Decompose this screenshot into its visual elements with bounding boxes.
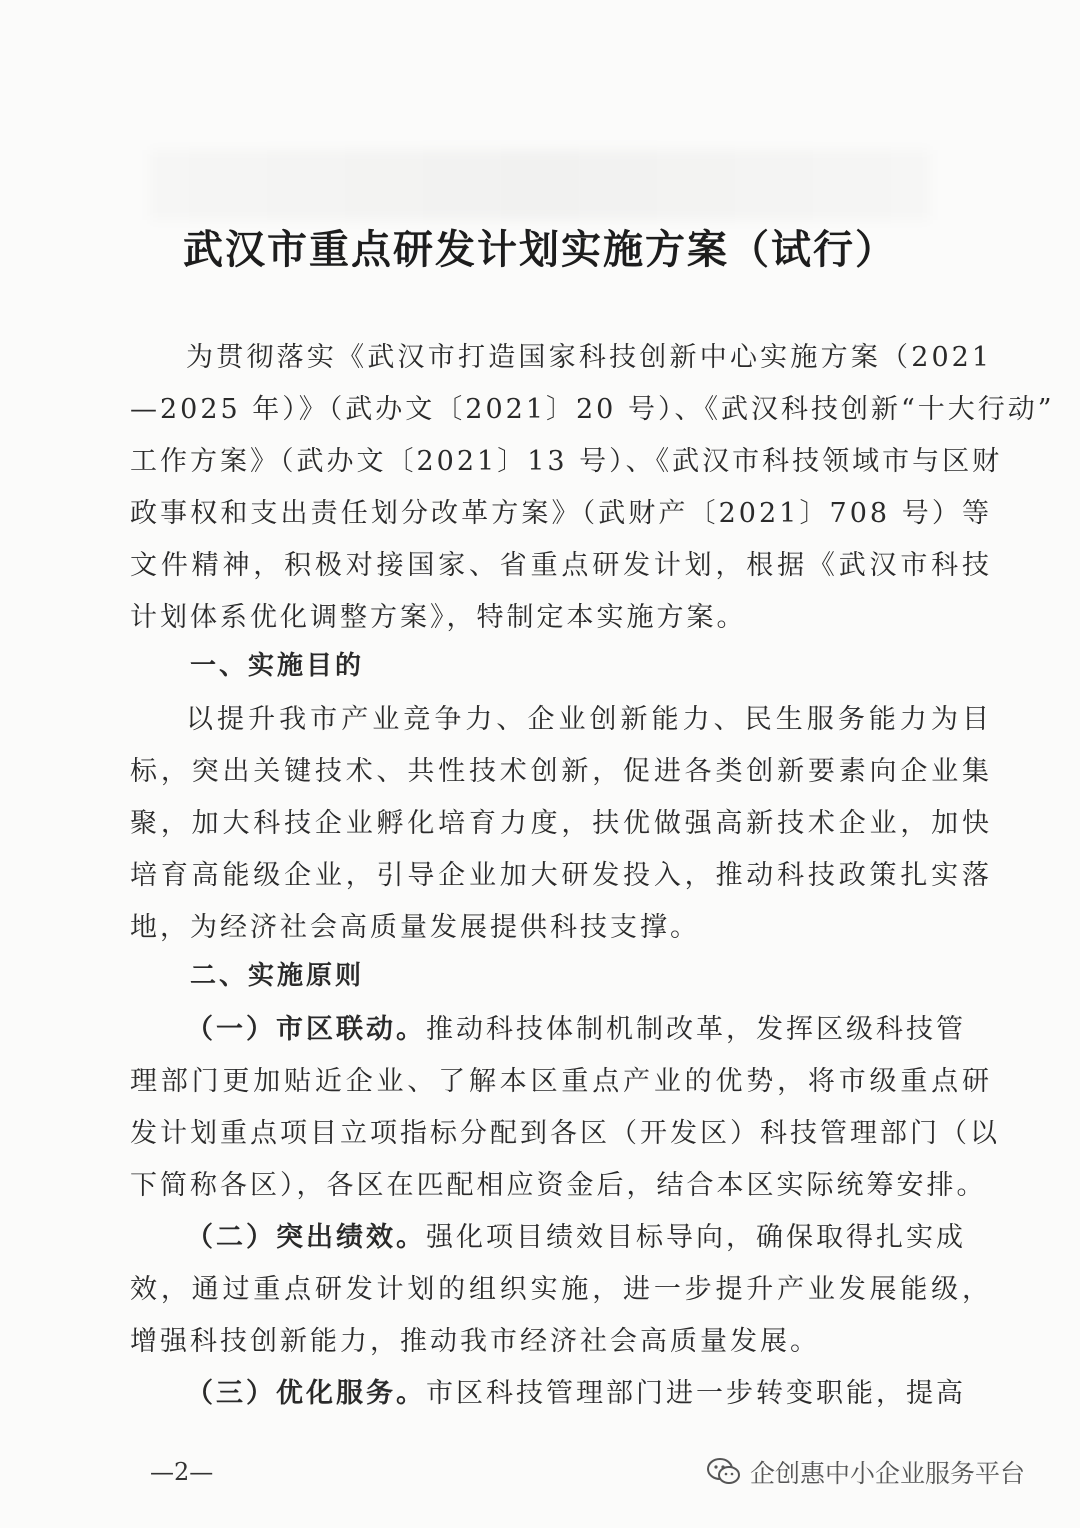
faded-header-watermark <box>150 150 930 220</box>
principle-2-line-3: 增强科技创新能力，推动我市经济社会高质量发展。 <box>130 1326 820 1357</box>
principle-1-line-4: 下简称各区），各区在匹配相应资金后，结合本区实际统筹安排。 <box>130 1170 987 1201</box>
section1-line-2: 标，突出关键技术、共性技术创新，促进各类创新要素向企业集 <box>130 756 992 787</box>
principle-3-text: 市区科技管理部门进一步转变职能，提高 <box>426 1378 966 1409</box>
intro-line-3: 工作方案》（武办文〔2021〕13 号）、《武汉市科技领域市与区财 <box>130 446 1003 477</box>
section-heading-purpose: 一、实施目的 <box>190 651 365 681</box>
wechat-icon <box>706 1457 742 1487</box>
document-title: 武汉市重点研发计划实施方案（试行） <box>183 227 897 273</box>
principle-3-first-line <box>186 1371 992 1410</box>
principle-2-lead: （二）突出绩效。 <box>186 1222 426 1253</box>
principle-1-text: 推动科技体制机制改革，发挥区级科技管 <box>426 1014 966 1045</box>
section-heading-principles: 二、实施原则 <box>190 961 365 991</box>
intro-line-5: 文件精神，积极对接国家、省重点研发计划，根据《武汉市科技 <box>130 550 992 581</box>
principle-2-first-line <box>186 1215 992 1254</box>
intro-line-2: —2025 年）》（武办文〔2021〕20 号）、《武汉科技创新“十大行动” <box>130 394 1055 425</box>
principle-1-line-2: 理部门更加贴近企业、了解本区重点产业的优势，将市级重点研 <box>130 1066 992 1097</box>
principle-1-first-line <box>186 1007 992 1046</box>
principle-2-line-2: 效，通过重点研发计划的组织实施，进一步提升产业发展能级， <box>130 1274 992 1305</box>
principle-1-lead: （一）市区联动。 <box>186 1014 426 1045</box>
section1-line-1: 以提升我市产业竞争力、企业创新能力、民生服务能力为目 <box>186 704 992 735</box>
principle-1-line-3: 发计划重点项目立项指标分配到各区（开发区）科技管理部门（以 <box>130 1118 1000 1149</box>
intro-line-4: 政事权和支出责任划分改革方案》（武财产〔2021〕708 号）等 <box>130 498 992 529</box>
principle-3-lead: （三）优化服务。 <box>186 1378 426 1409</box>
intro-line-1: 为贯彻落实《武汉市打造国家科技创新中心实施方案（2021 <box>186 342 992 373</box>
principle-2-text: 强化项目绩效目标导向，确保取得扎实成 <box>426 1222 966 1253</box>
section1-line-5: 地，为经济社会高质量发展提供科技支撑。 <box>130 912 700 943</box>
footer-watermark <box>706 1452 1025 1492</box>
page-number: —2— <box>150 1458 214 1486</box>
watermark-text: 企创惠中小企业服务平台 <box>750 1459 1026 1488</box>
intro-line-6: 计划体系优化调整方案》，特制定本实施方案。 <box>130 602 747 633</box>
section1-line-4: 培育高能级企业，引导企业加大研发投入，推动科技政策扎实落 <box>130 860 992 891</box>
section1-line-3: 聚，加大科技企业孵化培育力度，扶优做强高新技术企业，加快 <box>130 808 992 839</box>
